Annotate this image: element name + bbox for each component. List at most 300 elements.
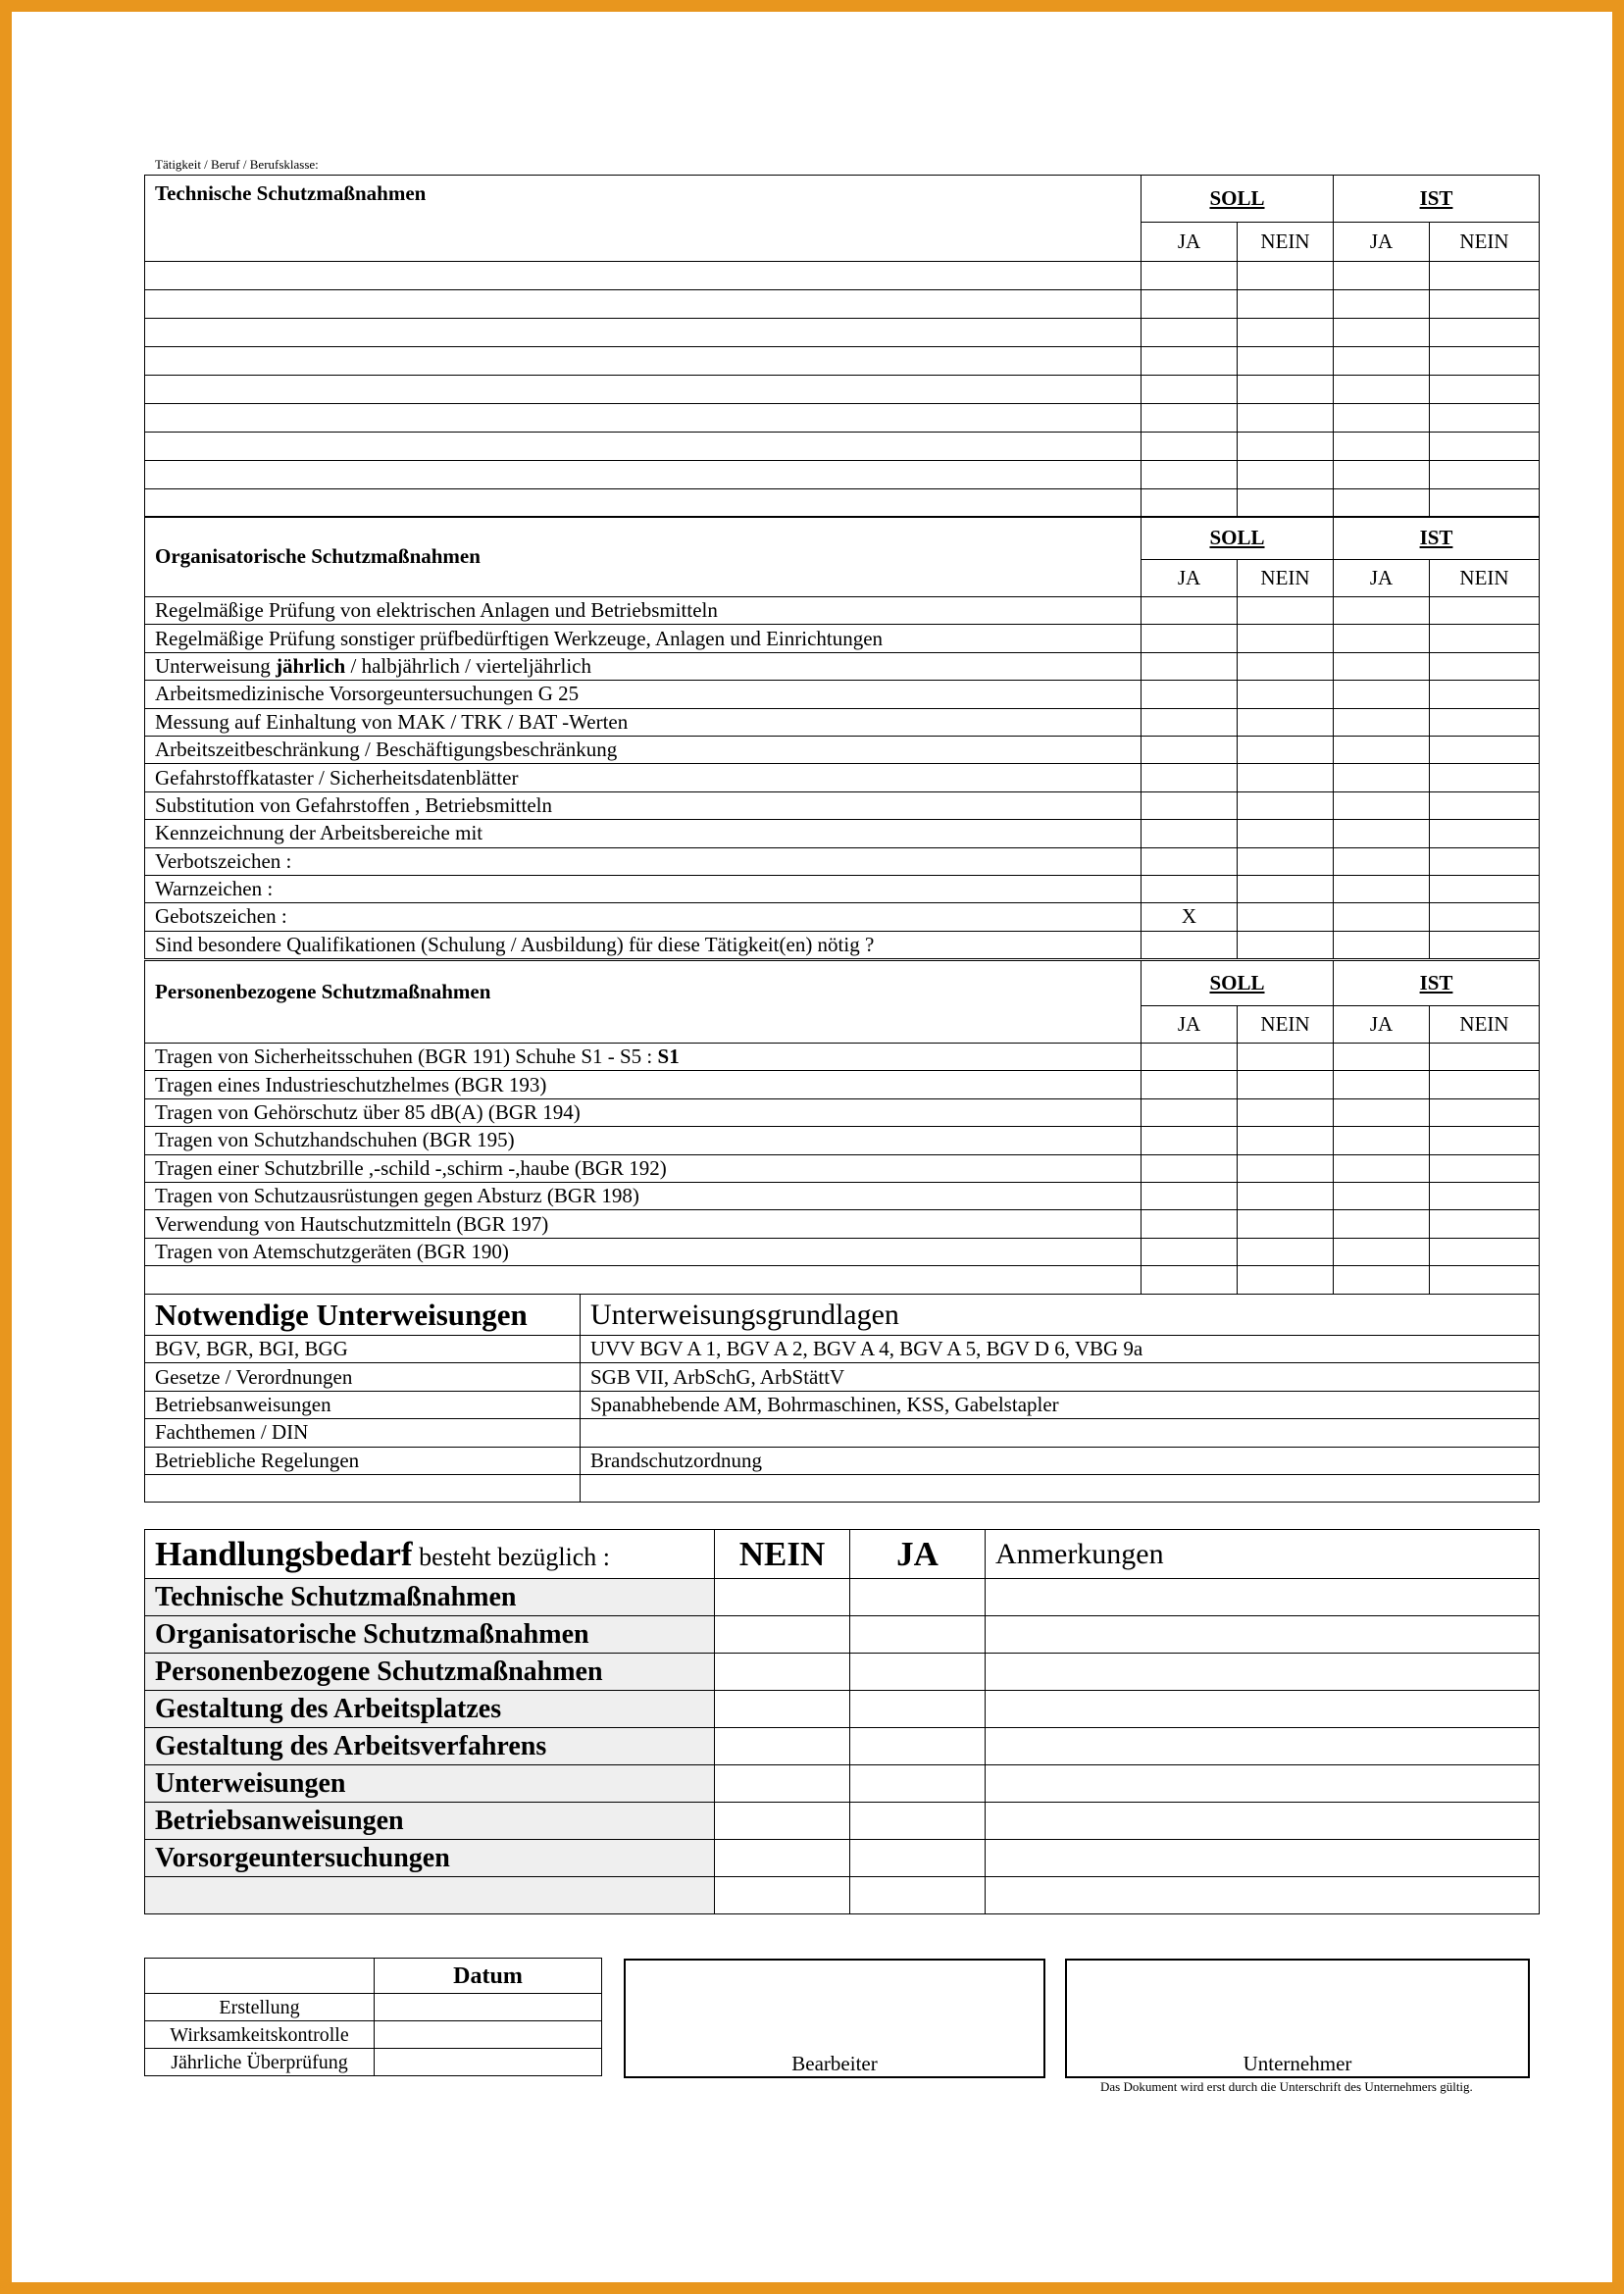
action-topic: Personenbezogene Schutzmaßnahmen [145, 1654, 715, 1691]
table-row [145, 404, 1540, 433]
date-row-label: Wirksamkeitskontrolle [145, 2021, 375, 2049]
remarks-cell[interactable] [986, 1728, 1540, 1765]
ist-ja-cell[interactable] [1334, 764, 1430, 791]
table-row [145, 652, 1540, 680]
row-label: Tragen von Sicherheitsschuhen (BGR 191) Schuhe S1 - S5 : S1 [145, 1044, 1142, 1071]
table-row [145, 1728, 1540, 1765]
soll-ja-cell[interactable] [1142, 597, 1238, 625]
ist-nein-cell[interactable] [1430, 1266, 1540, 1294]
instruction-basis[interactable]: Brandschutzordnung [581, 1447, 1540, 1474]
row-label[interactable] [145, 461, 1142, 489]
table-row [145, 847, 1540, 875]
editor-signature-box[interactable] [624, 1959, 1045, 2078]
nein-cell[interactable] [715, 1616, 850, 1654]
table-row [145, 1336, 1540, 1363]
editor-label: Bearbeiter [791, 2052, 878, 2075]
instruction-basis[interactable]: Spanabhebende AM, Bohrmaschinen, KSS, Gabelstapler [581, 1391, 1540, 1418]
remarks-cell[interactable] [986, 1691, 1540, 1728]
ist-ja-cell[interactable] [1334, 791, 1430, 819]
row-label: Verwendung von Hautschutzmitteln (BGR 197) [145, 1210, 1142, 1238]
nein-cell[interactable] [715, 1728, 850, 1765]
remarks-cell[interactable] [986, 1803, 1540, 1840]
remarks-cell[interactable] [986, 1765, 1540, 1803]
soll-nein-cell[interactable] [1238, 1238, 1334, 1265]
soll-ja-cell[interactable] [1142, 625, 1238, 652]
section-title: Technische Schutzmaßnahmen [145, 176, 1142, 262]
ja-cell[interactable] [850, 1840, 986, 1877]
ist-nein-cell[interactable] [1430, 681, 1540, 708]
soll-ja-cell[interactable] [1142, 652, 1238, 680]
soll-nein-cell[interactable] [1238, 1044, 1334, 1071]
ist-nein-cell[interactable] [1430, 262, 1540, 290]
ist-nein-header: NEIN [1430, 560, 1540, 597]
row-label: Gebotszeichen : [145, 903, 1142, 931]
table-row [145, 1803, 1540, 1840]
table-row [145, 764, 1540, 791]
ist-nein-cell[interactable] [1430, 404, 1540, 433]
row-label[interactable] [145, 347, 1142, 376]
action-needed-table [144, 1529, 1540, 1914]
table-row [145, 1840, 1540, 1877]
soll-nein-cell[interactable] [1238, 1154, 1334, 1182]
row-label[interactable] [145, 262, 1142, 290]
table-row [145, 1044, 1540, 1071]
instruction-basis[interactable] [581, 1474, 1540, 1502]
entrepreneur-label: Unternehmer [1243, 2052, 1352, 2075]
soll-nein-cell[interactable] [1238, 875, 1334, 902]
ja-cell[interactable] [850, 1579, 986, 1616]
ist-nein-cell[interactable] [1430, 708, 1540, 736]
soll-ja-cell[interactable] [1142, 1238, 1238, 1265]
soll-nein-cell[interactable] [1238, 652, 1334, 680]
soll-ja-cell[interactable] [1142, 1127, 1238, 1154]
soll-nein-cell[interactable] [1238, 681, 1334, 708]
row-label: Tragen einer Schutzbrille ,-schild -,schirm -,haube (BGR 192) [145, 1154, 1142, 1182]
soll-ja-cell[interactable]: X [1142, 903, 1238, 931]
table-row [145, 290, 1540, 319]
action-topic: Organisatorische Schutzmaßnahmen [145, 1616, 715, 1654]
validity-note: Das Dokument wird erst durch die Unterschrift des Unternehmers gültig. [1100, 2079, 1473, 2094]
date-row-label: Erstellung [145, 1994, 375, 2021]
soll-nein-cell[interactable] [1238, 433, 1334, 461]
ja-cell[interactable] [850, 1765, 986, 1803]
nein-cell[interactable] [715, 1840, 850, 1877]
table-row [145, 1266, 1540, 1294]
document-sheet [12, 12, 1612, 2282]
instruction-type: BGV, BGR, BGI, BGG [145, 1336, 581, 1363]
table-row [145, 1616, 1540, 1654]
soll-nein-cell[interactable] [1238, 931, 1334, 958]
soll-ja-cell[interactable] [1142, 1071, 1238, 1098]
soll-ja-cell[interactable] [1142, 1044, 1238, 1071]
ist-ja-cell[interactable] [1334, 1154, 1430, 1182]
soll-ja-cell[interactable] [1142, 404, 1238, 433]
ist-ja-cell[interactable] [1334, 1071, 1430, 1098]
table-row [145, 791, 1540, 819]
ist-nein-cell[interactable] [1430, 875, 1540, 902]
ist-ja-cell[interactable] [1334, 461, 1430, 489]
soll-ja-cell[interactable] [1142, 1182, 1238, 1209]
personal-measures-table [144, 960, 1540, 1295]
soll-ja-cell[interactable] [1142, 820, 1238, 847]
table-row [145, 1447, 1540, 1474]
ist-nein-cell[interactable] [1430, 376, 1540, 404]
instruction-type: Fachthemen / DIN [145, 1419, 581, 1447]
instruction-type: Gesetze / Verordnungen [145, 1363, 581, 1391]
row-label: Tragen von Schutzhandschuhen (BGR 195) [145, 1127, 1142, 1154]
soll-ja-cell[interactable] [1142, 347, 1238, 376]
soll-nein-cell[interactable] [1238, 319, 1334, 347]
table-row [145, 625, 1540, 652]
soll-nein-cell[interactable] [1238, 489, 1334, 518]
soll-ja-cell[interactable] [1142, 764, 1238, 791]
soll-ja-cell[interactable] [1142, 1098, 1238, 1126]
soll-nein-cell[interactable] [1238, 347, 1334, 376]
table-row [145, 903, 1540, 931]
entrepreneur-signature-box[interactable] [1065, 1959, 1530, 2078]
ist-ja-cell[interactable] [1334, 681, 1430, 708]
row-label: Tragen von Gehörschutz über 85 dB(A) (BGR 194) [145, 1098, 1142, 1126]
date-corner [145, 1959, 375, 1994]
table-row [145, 931, 1540, 958]
table-row [145, 1654, 1540, 1691]
instructions-basis-title: Unterweisungsgrundlagen [581, 1295, 1540, 1336]
ist-nein-cell[interactable] [1430, 791, 1540, 819]
ist-nein-cell[interactable] [1430, 1071, 1540, 1098]
ist-ja-cell[interactable] [1334, 847, 1430, 875]
soll-header: SOLL [1142, 176, 1334, 223]
table-row [145, 1182, 1540, 1209]
table-row [145, 1691, 1540, 1728]
soll-nein-cell[interactable] [1238, 820, 1334, 847]
ja-cell[interactable] [850, 1728, 986, 1765]
soll-nein-header: NEIN [1238, 223, 1334, 262]
row-label [145, 1266, 1142, 1294]
ist-nein-cell[interactable] [1430, 1154, 1540, 1182]
table-row [145, 708, 1540, 736]
ist-ja-cell[interactable] [1334, 1098, 1430, 1126]
action-topic: Technische Schutzmaßnahmen [145, 1579, 715, 1616]
ist-nein-cell[interactable] [1430, 1238, 1540, 1265]
instruction-type: Betriebsanweisungen [145, 1391, 581, 1418]
ist-ja-cell[interactable] [1334, 347, 1430, 376]
date-row-label: Jährliche Überprüfung [145, 2049, 375, 2076]
soll-header: SOLL [1142, 961, 1334, 1006]
soll-ja-cell[interactable] [1142, 847, 1238, 875]
soll-nein-cell[interactable] [1238, 1266, 1334, 1294]
ist-ja-cell[interactable] [1334, 597, 1430, 625]
table-row [145, 1238, 1540, 1265]
ist-nein-cell[interactable] [1430, 433, 1540, 461]
table-row [145, 1419, 1540, 1447]
soll-nein-cell[interactable] [1238, 625, 1334, 652]
table-row [145, 681, 1540, 708]
ist-nein-cell[interactable] [1430, 319, 1540, 347]
table-row [145, 736, 1540, 763]
soll-ja-cell[interactable] [1142, 1154, 1238, 1182]
remarks-cell[interactable] [986, 1840, 1540, 1877]
table-row [145, 1765, 1540, 1803]
ist-nein-cell[interactable] [1430, 1098, 1540, 1126]
row-label: Unterweisung jährlich / halbjährlich / vierteljährlich [145, 652, 1142, 680]
instructions-title: Notwendige Unterweisungen [145, 1295, 581, 1336]
ist-nein-cell[interactable] [1430, 1044, 1540, 1071]
soll-ja-cell[interactable] [1142, 791, 1238, 819]
ist-nein-cell[interactable] [1430, 461, 1540, 489]
soll-ja-cell[interactable] [1142, 708, 1238, 736]
action-topic: Gestaltung des Arbeitsverfahrens [145, 1728, 715, 1765]
table-row [145, 1210, 1540, 1238]
row-label: Tragen von Atemschutzgeräten (BGR 190) [145, 1238, 1142, 1265]
nein-cell[interactable] [715, 1579, 850, 1616]
table-row [145, 1363, 1540, 1391]
row-label[interactable] [145, 290, 1142, 319]
ist-ja-header: JA [1334, 560, 1430, 597]
row-label[interactable] [145, 319, 1142, 347]
row-label: Warnzeichen : [145, 875, 1142, 902]
ist-nein-cell[interactable] [1430, 764, 1540, 791]
soll-header: SOLL [1142, 517, 1334, 560]
row-label: Messung auf Einhaltung von MAK / TRK / BAT -Werten [145, 708, 1142, 736]
row-label[interactable] [145, 433, 1142, 461]
ist-nein-cell[interactable] [1430, 625, 1540, 652]
activity-label: Tätigkeit / Beruf / Berufsklasse: [155, 157, 319, 172]
table-row [145, 1098, 1540, 1126]
ist-ja-cell[interactable] [1334, 290, 1430, 319]
table-row [145, 597, 1540, 625]
soll-ja-cell[interactable] [1142, 489, 1238, 518]
ist-ja-cell[interactable] [1334, 820, 1430, 847]
ist-ja-cell[interactable] [1334, 1210, 1430, 1238]
soll-ja-cell[interactable] [1142, 319, 1238, 347]
row-label: Regelmäßige Prüfung sonstiger prüfbedürftigen Werkzeuge, Anlagen und Einrichtungen [145, 625, 1142, 652]
ist-ja-cell[interactable] [1334, 489, 1430, 518]
ja-cell[interactable] [850, 1654, 986, 1691]
ist-ja-cell[interactable] [1334, 319, 1430, 347]
table-row [145, 2021, 602, 2049]
row-label: Tragen von Schutzausrüstungen gegen Absturz (BGR 198) [145, 1182, 1142, 1209]
ist-nein-cell[interactable] [1430, 1127, 1540, 1154]
ist-nein-header: NEIN [1430, 1006, 1540, 1044]
action-needed-title: Handlungsbedarf besteht bezüglich : [145, 1530, 715, 1579]
soll-ja-cell[interactable] [1142, 1266, 1238, 1294]
soll-nein-cell[interactable] [1238, 1071, 1334, 1098]
row-label: Regelmäßige Prüfung von elektrischen Anlagen und Betriebsmitteln [145, 597, 1142, 625]
instructions-table [144, 1294, 1540, 1503]
ist-header: IST [1334, 961, 1540, 1006]
ist-ja-cell[interactable] [1334, 736, 1430, 763]
nein-header: NEIN [715, 1530, 850, 1579]
soll-nein-cell[interactable] [1238, 262, 1334, 290]
ist-ja-cell[interactable] [1334, 1127, 1430, 1154]
instruction-basis[interactable]: UVV BGV A 1, BGV A 2, BGV A 4, BGV A 5, BGV D 6, VBG 9a [581, 1336, 1540, 1363]
soll-ja-cell[interactable] [1142, 290, 1238, 319]
row-label: Gefahrstoffkataster / Sicherheitsdatenblätter [145, 764, 1142, 791]
ist-nein-header: NEIN [1430, 223, 1540, 262]
ist-nein-cell[interactable] [1430, 597, 1540, 625]
table-row [145, 1579, 1540, 1616]
soll-ja-cell[interactable] [1142, 681, 1238, 708]
soll-nein-cell[interactable] [1238, 1127, 1334, 1154]
table-row [145, 1127, 1540, 1154]
soll-nein-cell[interactable] [1238, 290, 1334, 319]
table-row [145, 1391, 1540, 1418]
table-row [145, 347, 1540, 376]
ist-nein-cell[interactable] [1430, 290, 1540, 319]
remarks-cell[interactable] [986, 1616, 1540, 1654]
soll-nein-cell[interactable] [1238, 1098, 1334, 1126]
row-label: Substitution von Gefahrstoffen , Betriebsmitteln [145, 791, 1142, 819]
ist-ja-cell[interactable] [1334, 875, 1430, 902]
remarks-cell[interactable] [986, 1654, 1540, 1691]
date-cell[interactable] [375, 2049, 602, 2076]
soll-ja-cell[interactable] [1142, 262, 1238, 290]
ist-header: IST [1334, 176, 1540, 223]
soll-nein-cell[interactable] [1238, 903, 1334, 931]
table-row [145, 461, 1540, 489]
ist-ja-cell[interactable] [1334, 708, 1430, 736]
table-row [145, 1071, 1540, 1098]
soll-nein-cell[interactable] [1238, 404, 1334, 433]
row-label: Verbotszeichen : [145, 847, 1142, 875]
ja-cell[interactable] [850, 1616, 986, 1654]
remarks-cell[interactable] [986, 1877, 1540, 1914]
technical-measures-table [144, 175, 1540, 518]
soll-ja-header: JA [1142, 1006, 1238, 1044]
instruction-basis[interactable] [581, 1419, 1540, 1447]
action-topic: Gestaltung des Arbeitsplatzes [145, 1691, 715, 1728]
nein-cell[interactable] [715, 1877, 850, 1914]
table-row [145, 1877, 1540, 1914]
action-topic [145, 1877, 715, 1914]
soll-ja-cell[interactable] [1142, 376, 1238, 404]
date-cell[interactable] [375, 2021, 602, 2049]
remarks-header: Anmerkungen [986, 1530, 1540, 1579]
ist-ja-cell[interactable] [1334, 376, 1430, 404]
instruction-type: Betriebliche Regelungen [145, 1447, 581, 1474]
soll-nein-cell[interactable] [1238, 847, 1334, 875]
ist-ja-cell[interactable] [1334, 625, 1430, 652]
soll-nein-header: NEIN [1238, 560, 1334, 597]
ist-header: IST [1334, 517, 1540, 560]
table-row [145, 2049, 602, 2076]
date-table [144, 1958, 602, 2076]
soll-ja-cell[interactable] [1142, 433, 1238, 461]
soll-ja-cell[interactable] [1142, 931, 1238, 958]
ist-ja-cell[interactable] [1334, 404, 1430, 433]
ist-ja-header: JA [1334, 223, 1430, 262]
organizational-measures-table [144, 516, 1540, 959]
ist-ja-cell[interactable] [1334, 1182, 1430, 1209]
ist-ja-cell[interactable] [1334, 1266, 1430, 1294]
action-topic: Unterweisungen [145, 1765, 715, 1803]
soll-ja-header: JA [1142, 223, 1238, 262]
ist-nein-cell[interactable] [1430, 847, 1540, 875]
ist-ja-cell[interactable] [1334, 1044, 1430, 1071]
soll-nein-cell[interactable] [1238, 461, 1334, 489]
section-title: Personenbezogene Schutzmaßnahmen [145, 961, 1142, 1044]
ist-nein-cell[interactable] [1430, 931, 1540, 958]
action-topic: Vorsorgeuntersuchungen [145, 1840, 715, 1877]
ist-nein-cell[interactable] [1430, 903, 1540, 931]
ist-nein-cell[interactable] [1430, 1210, 1540, 1238]
date-cell[interactable] [375, 1994, 602, 2021]
soll-ja-cell[interactable] [1142, 736, 1238, 763]
nein-cell[interactable] [715, 1803, 850, 1840]
table-row [145, 875, 1540, 902]
table-row [145, 1154, 1540, 1182]
nein-cell[interactable] [715, 1765, 850, 1803]
soll-ja-cell[interactable] [1142, 1210, 1238, 1238]
instruction-basis[interactable]: SGB VII, ArbSchG, ArbStättV [581, 1363, 1540, 1391]
ist-nein-cell[interactable] [1430, 736, 1540, 763]
table-row [145, 489, 1540, 518]
soll-ja-cell[interactable] [1142, 461, 1238, 489]
table-row [145, 376, 1540, 404]
ist-ja-cell[interactable] [1334, 433, 1430, 461]
section-title: Organisatorische Schutzmaßnahmen [145, 517, 1142, 597]
soll-nein-header: NEIN [1238, 1006, 1334, 1044]
nein-cell[interactable] [715, 1654, 850, 1691]
soll-nein-cell[interactable] [1238, 1182, 1334, 1209]
ist-nein-cell[interactable] [1430, 652, 1540, 680]
ist-nein-cell[interactable] [1430, 1182, 1540, 1209]
ist-nein-cell[interactable] [1430, 347, 1540, 376]
ist-ja-cell[interactable] [1334, 262, 1430, 290]
ja-cell[interactable] [850, 1691, 986, 1728]
soll-nein-cell[interactable] [1238, 708, 1334, 736]
ist-nein-cell[interactable] [1430, 489, 1540, 518]
soll-ja-header: JA [1142, 560, 1238, 597]
table-row [145, 319, 1540, 347]
ist-ja-cell[interactable] [1334, 1238, 1430, 1265]
table-row [145, 1474, 1540, 1502]
row-label[interactable] [145, 376, 1142, 404]
instruction-type [145, 1474, 581, 1502]
soll-nein-cell[interactable] [1238, 791, 1334, 819]
ist-ja-cell[interactable] [1334, 903, 1430, 931]
ja-header: JA [850, 1530, 986, 1579]
row-label[interactable] [145, 404, 1142, 433]
date-header: Datum [375, 1959, 602, 1994]
row-label: Arbeitsmedizinische Vorsorgeuntersuchungen G 25 [145, 681, 1142, 708]
row-label: Sind besondere Qualifikationen (Schulung / Ausbildung) für diese Tätigkeit(en) nötig ? [145, 931, 1142, 958]
soll-nein-cell[interactable] [1238, 376, 1334, 404]
ja-cell[interactable] [850, 1803, 986, 1840]
soll-nein-cell[interactable] [1238, 597, 1334, 625]
ja-cell[interactable] [850, 1877, 986, 1914]
row-label[interactable] [145, 489, 1142, 518]
ist-nein-cell[interactable] [1430, 820, 1540, 847]
soll-nein-cell[interactable] [1238, 764, 1334, 791]
table-row [145, 820, 1540, 847]
row-label: Tragen eines Industrieschutzhelmes (BGR 193) [145, 1071, 1142, 1098]
soll-ja-cell[interactable] [1142, 875, 1238, 902]
remarks-cell[interactable] [986, 1579, 1540, 1616]
ist-ja-cell[interactable] [1334, 652, 1430, 680]
table-row [145, 262, 1540, 290]
soll-nein-cell[interactable] [1238, 736, 1334, 763]
action-topic: Betriebsanweisungen [145, 1803, 715, 1840]
row-label: Kennzeichnung der Arbeitsbereiche mit [145, 820, 1142, 847]
ist-ja-cell[interactable] [1334, 931, 1430, 958]
row-label: Arbeitszeitbeschränkung / Beschäftigungsbeschränkung [145, 736, 1142, 763]
ist-ja-header: JA [1334, 1006, 1430, 1044]
soll-nein-cell[interactable] [1238, 1210, 1334, 1238]
nein-cell[interactable] [715, 1691, 850, 1728]
table-row [145, 433, 1540, 461]
table-row [145, 1994, 602, 2021]
